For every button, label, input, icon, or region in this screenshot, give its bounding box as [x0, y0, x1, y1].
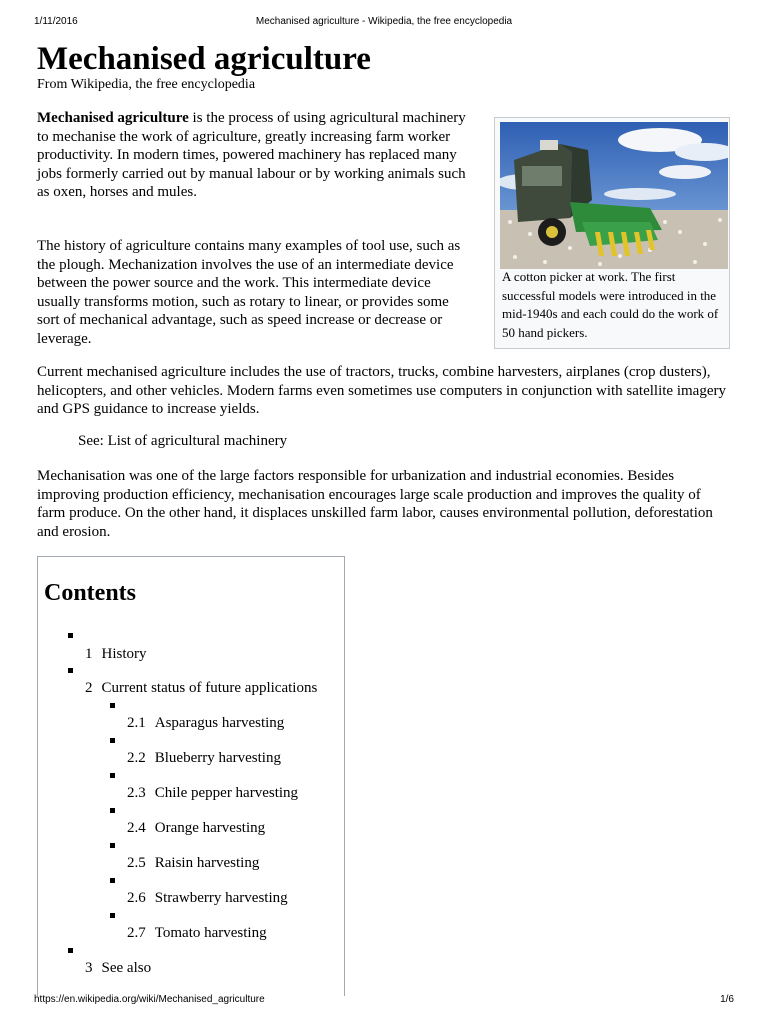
toc-bullet — [68, 633, 73, 638]
page-subtitle: From Wikipedia, the free encyclopedia — [37, 77, 256, 92]
toc-item-see-also[interactable]: 3 See also — [85, 960, 152, 976]
print-date: 1/11/2016 — [34, 16, 78, 27]
see-prefix: See: — [78, 433, 108, 449]
print-url: https://en.wikipedia.org/wiki/Mechanised_agriculture — [34, 994, 265, 1005]
current-paragraph: Current mechanised agriculture includes the use of tractors, trucks, combine harvesters, airplanes (crop dusters), helicopters, and other vehicles. Modern farms even sometimes use computers in conjunction with satellite imagery and GPS guidance to increase yields. — [37, 364, 726, 417]
toc-bullet — [68, 668, 73, 673]
see-also-note — [78, 432, 287, 451]
toc-bullet — [110, 913, 115, 918]
toc-bullet — [110, 878, 115, 883]
toc-heading: Contents — [44, 580, 137, 606]
toc-item-raisin[interactable]: 2.5 Raisin harvesting — [127, 855, 260, 871]
toc-item-history[interactable]: 1 History — [85, 646, 147, 662]
toc-item-tomato[interactable]: 2.7 Tomato harvesting — [127, 925, 267, 941]
history-paragraph: The history of agriculture contains many examples of tool use, such as the plough. Mechanization involves the use of an intermediate device between the power source and the work. This intermediate device usually transforms motion, such as rotary to linear, or provides some sort of mechanical advantage, such as speed increase or decrease or leverage. — [37, 238, 461, 347]
toc-bullet — [110, 773, 115, 778]
cotton-picker-image[interactable] — [500, 122, 728, 269]
toc-item-blueberry[interactable]: 2.2 Blueberry harvesting — [127, 750, 281, 766]
toc-item-chile-pepper[interactable]: 2.3 Chile pepper harvesting — [127, 785, 299, 801]
toc-item-current-status[interactable]: 2 Current status of future applications — [85, 680, 318, 696]
toc-bullet — [110, 703, 115, 708]
page-title: Mechanised agriculture — [37, 41, 371, 77]
see-link[interactable]: List of agricultural machinery — [107, 433, 288, 449]
intro-bold-term: Mechanised agriculture — [37, 110, 189, 126]
toc-bullet — [110, 738, 115, 743]
toc-bullet — [68, 948, 73, 953]
impact-paragraph: Mechanisation was one of the large factors responsible for urbanization and industrial economies. Besides improving production efficiency, mechanisation encourages large scale production and improves the quality of farm produce. On the other hand, it displaces unskilled farm labor, causes environmental pollution, deforestation and erosion. — [37, 468, 713, 540]
intro-text: is the process of using agricultural machinery to mechanise the work of agriculture, greatly increasing farm worker productivity. In modern times, powered machinery has replaced many jobs formerly carried out by manual labour or by working animals such as oxen, horses and mules. — [37, 110, 466, 200]
intro-paragraph — [37, 109, 467, 202]
thumbnail-box — [494, 117, 730, 349]
toc-bullet — [110, 843, 115, 848]
table-of-contents — [37, 556, 345, 996]
thumbnail-caption: A cotton picker at work. The first successful models were introduced in the mid-1940s and each could do the work of 50 hand pickers. — [502, 269, 719, 340]
toc-item-strawberry[interactable]: 2.6 Strawberry harvesting — [127, 890, 288, 906]
print-page-number: 1/6 — [720, 994, 734, 1005]
toc-bullet — [110, 808, 115, 813]
toc-item-orange[interactable]: 2.4 Orange harvesting — [127, 820, 266, 836]
toc-item-asparagus[interactable]: 2.1 Asparagus harvesting — [127, 715, 285, 731]
print-title: Mechanised agriculture - Wikipedia, the free encyclopedia — [255, 16, 513, 27]
